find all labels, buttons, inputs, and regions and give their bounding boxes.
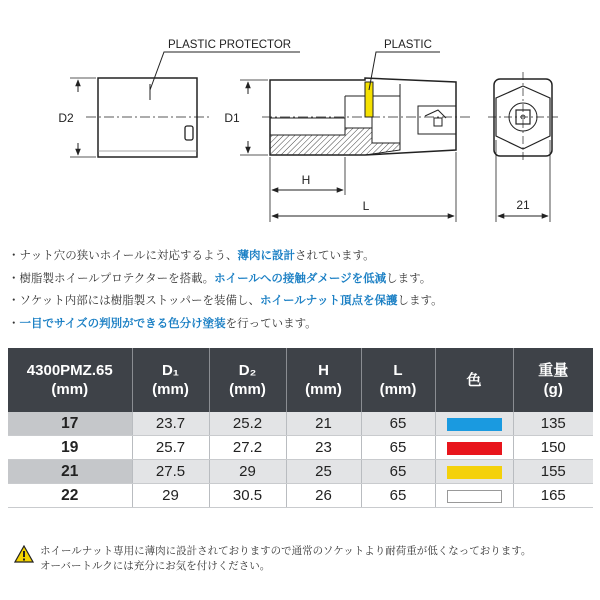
cell-size: 22 [8,484,132,508]
cell-size: 21 [8,460,132,484]
col-header-d1: D₁ (mm) [132,348,209,412]
col-header-weight: 重量 (g) [513,348,593,412]
cell-d2: 29 [209,460,286,484]
feature-list [8,244,593,334]
col-header-h: H (mm) [286,348,361,412]
feature-item: ・ナット穴の狭いホイールに対応するよう、薄肉に設計されています。 [8,248,375,262]
color-swatch [447,442,502,455]
cell-color [435,412,513,436]
dim-h-label: H [301,173,311,187]
socket-end-view [488,72,558,222]
warning-text-line1: ホイールナット専用に薄肉に設計されておりますので通常のソケットより耐荷重が低くなっております。 [40,545,532,557]
cell-size: 19 [8,436,132,460]
cell-d1: 27.5 [132,460,209,484]
socket-drawing [224,39,470,222]
table-row [8,484,593,508]
cell-weight: 135 [513,412,593,436]
technical-drawing [0,0,600,235]
cell-d2: 25.2 [209,412,286,436]
dim-d2-label: D2 [58,111,74,125]
cell-l: 65 [361,484,435,508]
warning-text-line2: オーバートルクには充分にお気を付けください。 [40,560,271,572]
dim-d1-label: D1 [224,111,240,125]
cell-d2: 27.2 [209,436,286,460]
cell-d1: 25.7 [132,436,209,460]
cell-color [435,484,513,508]
feature-item: ・一目でサイズの判別ができる色分け塗装を行っています。 [8,315,317,330]
plastic-label: PLASTIC [384,39,432,51]
cell-h: 26 [286,484,361,508]
cell-d2: 30.5 [209,484,286,508]
cell-d1: 23.7 [132,412,209,436]
cell-l: 65 [361,436,435,460]
color-swatch [447,418,502,431]
cell-l: 65 [361,460,435,484]
color-swatch [447,490,502,503]
feature-item: ・樹脂製ホイールプロテクターを搭載。ホイールへの接触ダメージを低減します。 [8,270,432,285]
color-swatch [447,466,502,479]
cell-size: 17 [8,412,132,436]
cell-d1: 29 [132,484,209,508]
cell-h: 25 [286,460,361,484]
cell-weight: 155 [513,460,593,484]
table-row [8,412,593,436]
plastic-protector-label: PLASTIC PROTECTOR [168,39,292,51]
feature-item: ・ソケット内部には樹脂製ストッパーを装備し、ホイールナット頂点を保護します。 [8,293,443,307]
table-row [8,436,593,460]
dim-l-label: L [362,199,370,213]
cell-l: 65 [361,412,435,436]
col-header-d2: D₂ (mm) [209,348,286,412]
warning-icon [14,545,34,563]
cell-h: 21 [286,412,361,436]
dim-hex-label: 21 [516,198,530,212]
col-header-size: 4300PMZ.65 (mm) [8,348,132,412]
table-header-row [8,348,593,412]
cell-h: 23 [286,436,361,460]
cell-weight: 165 [513,484,593,508]
cell-color [435,436,513,460]
table-row [8,460,593,484]
col-header-l: L (mm) [361,348,435,412]
spec-table [8,348,593,508]
col-header-color: 色 [435,348,513,412]
plastic-protector-drawing [58,39,300,157]
cell-weight: 150 [513,436,593,460]
cell-color [435,460,513,484]
